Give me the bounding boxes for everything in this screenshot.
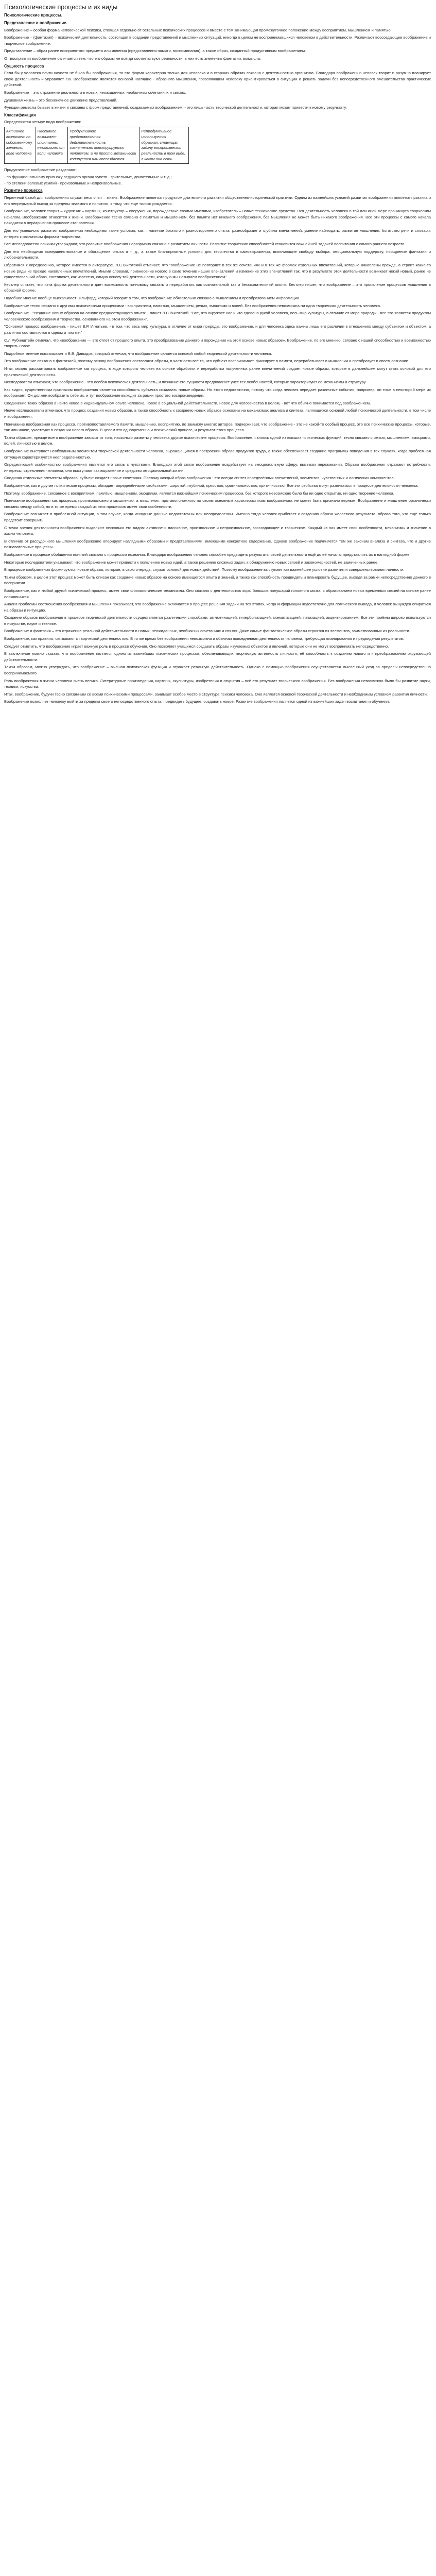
paragraph: Создание образов воображения в процессе творческой деятельности осуществляется различными способами: агглютинацией, гиперболизацией, схематизацией, типизацией, акцентированием. Все эти приёмы широко используются в искусстве, науке и технике. [4,615,431,626]
table-cell-line: человеком, а не просто механически [69,151,136,156]
table-cell-line: воле человека [6,151,32,156]
classification-intro: Определяются четыре вида воображения: [4,120,81,125]
table-cell-line: Репродуктивное [141,128,172,133]
paragraph: Представление – образ ранее воспринятого предмета или явления (представления памяти, воспоминания), а также образ, созданный продуктивным воображением. [4,48,306,54]
late-block [4,262,431,496]
table-cell-line: Пассивное [37,128,57,133]
table-row [5,127,189,163]
paragraph: Подробное мнение высказывает и В.В. Давыдов, который отмечал, что воображение является основой любой творческой деятельности человека. [4,351,272,356]
paragraph: Соединяя отдельные элементы образов, субъект создаёт новые сочетания. Поэтому каждый образ воображения - это всегда синтез определённых впечатлений, элементов, чувственных и логических компонентов. [4,476,395,481]
paragraph: Воображение тесно связано с другими психическими процессами - восприятием, памятью, мышлением, речью, эмоциями и волей. Без воображения невозможна ни одна творческая деятельность человека. [4,303,381,308]
paragraph: Определяющей особенностью воображения является его связь с чувствами. Благодаря этой связи воображение воздействует на эмоциональную сферу, вызывая переживания. Образы воображения отражают потребности, интересы, стремления человека, они выступают как выражение и средство эмоциональной жизни. [4,462,431,473]
table-cell-line: используется [141,134,166,139]
paragraph: Воображение - "создание новых образов на основе предшествующего опыта" - пишет Л.С.Выготский. "Все, что окружает нас и что сделано рукой человека, весь мир культуры, в отличие от мира природы - все это является продуктом человеческого воображения и творчества, основанного на этом воображении". [4,311,431,321]
paragraph: Душевная жизнь – это бесконечное движение представлений. [4,97,118,103]
paragraph: От восприятия воображение отличается тем, что его образы не всегда соответствуют реальности, в них есть элементы фантазии, вымысла. [4,56,261,61]
paragraph: Понимание воображения как процесса, противоположного мышлению, а мышления, противоположного по своим основным характеристикам воображению, не может быть признано верным. Воображение и мышление органически связаны между собой, но в то же время каждый из этих процессов имеет свои особенности. [4,498,431,509]
paragraph: Итак, воображение, будучи тесно связанным со всеми психическими процессами, занимает особое место в структуре психики человека. Оно является основой творческой деятельности и необходимым условием развития личности. [4,691,428,697]
paragraph: Воображение – особая форма человеческой психики, стоящая отдельно от остальных психических процессов и вместе с тем занимающая промежуточное положение между восприятием, мышлением и памятью. [4,27,392,32]
table-cell-line: возникает по [6,134,31,139]
table-cell-line: Активное [6,128,24,133]
paragraph: Все исследователи психики утверждают, что развитие воображения неразрывно связано с развитием личности. Развитие творческих способностей становится важнейшей задачей воспитания с самого раннего возраста. [4,242,406,247]
paragraph: Воображение, как и любой другой психический процесс, имеет свои физиологические механизмы. Оно связано с деятельностью коры больших полушарий головного мозга, с образованием новых временных связей на основе ранее сложившихся. [4,588,431,599]
table-cell-line: собственному [6,140,32,145]
paragraph: Это воображение связано с фантазией, поэтому основу воображения составляют образы, в частности всё то, что субъект воспринимает, фиксирует в памяти, перерабатывает в мышлении и преобразует в своем сознании. [4,359,410,364]
paragraph: Обратимся к определению, которое имеется в литературе. Л.С.Выготский отмечает, что "воображение не повторяет в тех же сочетаниях и в тех же формах отдельных впечатлений, которые накоплены прежде, а строит какие-то новые ряды из прежде накопленных впечатлений. Иными словами, привнесение нового в само течение наших впечатлений и изменение этих впечатлений так, что в результате этой деятельности возникает некий новый, ранее не существовавший образ, составляет, как известно, самую основу той деятельности, которую мы называем воображением". [4,263,431,280]
paragraph: Воображение, как правило, связывают с творческой деятельностью. В то же время без воображения невозможна и обычная повседневная деятельность человека, требующая планирования и предвидения результатов. [4,636,404,641]
table-cell [139,127,189,163]
paragraph: "Основной процесс воображения, - пишет В.Р. Игнатьев, - в том, что весь мир культуры, в отличие от мира природы, это воображение, и для человека здесь важны лишь его различия в отношениях между субъектом и объектом, а различия составляются в одном и том же." [4,324,431,335]
intro-block [4,27,431,62]
table-cell-line: возникает [37,134,57,139]
paragraph: Воображение, как и другие психические процессы, обладает определёнными свойствами: широтой, глубиной, яркостью, оригинальностью, критичностью. Все эти свойства могут развиваться в процессе деятельности человека. [4,483,418,488]
paragraph: Воображение – (фантазия) – психический деятельность, состоящая в создании представлений и мысленных ситуаций, никогда в целом не воспринимавшихся человеком в действительности. Различают воссоздающее воображение и творческое воображение. [4,35,431,46]
paragraph: Таким образом, прежде всего воображение зависит от того, насколько развиты у человека другие психические процессы. Воображение, являясь одной из высших психических функций, тесно связано с речью, мышлением, эмоциями, волей, личностью в целом. [4,435,431,446]
table-cell-line: независимо от [37,145,65,150]
section-heading-development: Развитие процесса [4,188,43,193]
paragraph: Воображение возникает в проблемной ситуации, в том случае, когда исходные данные недостаточны или неопределенны. Именно тогда человек прибегает к созданию образа желаемого результата, образа того, что ещё только предстоит совершить. [4,512,431,522]
paragraph: Функции ремесла бывает в жизни и связаны с форм представлений, создаваемых воображением, - это лишь часть творческой деятельности, которая может привести к новому результату. [4,105,347,110]
paragraph: В заключение можно сказать, что воображение является одним из важнейших психических процессов, обеспечивающих творческую активность личности, её способность к созданию нового и к преобразованию окружающей действительности. [4,651,431,662]
table-cell-line: действительность [69,140,106,145]
development-block [4,195,431,261]
table-cell-line: Продуктивное [69,128,96,133]
paragraph: Таким образом, в целом этот процесс может быть описан как создание новых образов на основе имеющегося опыта и знаний, а также как способность предвидеть и планировать будущее, выходя за рамки непосредственно данного в восприятии. [4,574,431,586]
paragraph: Таким образом, можно утверждать, что воображение – высшая психическая функция и отражает реальную действительность. Однако с помощью воображения осуществляется мысленный уход за пределы непосредственно воспринимаемого. [4,665,431,676]
paragraph: Подобное мнение вообще высказывает Гильфорд, который говорит о том, что воображение обязательно связано с мышлением и преобразованием информации. [4,295,301,300]
paragraph: Как видно, существенным признаком воображения является способность субъекта создавать новые образы. Но этого недостаточно, потому что когда человек передает различные события, например, он тоже в некоторой мере их воображает. Он должен вообразить себе их, и тут воображение выходит за рамки простого воспроизведения. [4,387,431,398]
paragraph: Воображение выступает необходимым элементом творческой деятельности человека, выражающимся в построении образа продуктов труда, а также обеспечивает создание программы поведения в тех случаях, когда проблемная ситуация характеризуется неопределенностью. [4,449,431,460]
section-heading-essence: Сущность процесса [4,63,44,69]
paragraph: Исследователи отмечают, что воображение - это особая психическая деятельность, и познание его сущности предполагает учёт тех особенностей, которые характеризуют её механизмы и структуру. [4,380,367,385]
classification-table [4,127,189,164]
paragraph: Воображение и фантазия – это отражение реальной действительности в новых, неожиданных, необычных сочетаниях и связях. Даже самые фантастические образы строятся из элементов, заимствованных из реальности. [4,629,410,634]
paragraph: Роль воображения в жизни человека очень велика. Литературные произведения, картины, скульптуры, изобретения и открытия – всё это результат творческого воображения. Без воображения невозможно было бы развитие науки, техники, искусства. [4,678,431,689]
table-cell-line: в каком она есть [141,156,172,161]
subtitle: Психологические процессы. [4,13,63,18]
table-cell-line: копируется или воссоздается [69,156,125,161]
essence-block [4,70,431,111]
paragraph: Иначе исследователи отмечают, что процесс создания новых образов, а также способность к созданию новых образов основаны на механизмах анализа и синтеза, являющихся основой любой психической деятельности, в том числе и воображения. [4,408,431,419]
paragraph: В отличие от рассудочного мышления воображение оперирует наглядными образами и представлениями, имеющими конкретное содержание. Однако воображение подчиняется тем же законам анализа и синтеза, что и другие познавательные процессы. [4,538,431,550]
paragraph: Анализ проблемы соотношения воображения и мышления показывает, что воображение включается в процесс решения задачи на тех этапах, когда информации недостаточно для логического вывода, и человек вынужден опираться на образы и интуицию. [4,602,431,613]
section-heading-classification: Классификация [4,112,36,117]
tail-block [4,498,431,663]
section-heading-imagination: Представление и воображение. [4,21,67,25]
types-list [4,174,431,186]
paragraph: Воображение в процессе обобщения понятий связано с процессом познания. Благодаря воображению человек способен предвидеть результаты своей деятельности ещё до её начала, представлять их в наглядной форме. [4,552,411,557]
table-cell-line: желанию, [6,145,24,150]
prod-note: Продуктивное воображение разделяют: [4,167,77,172]
table-cell [5,127,36,163]
paragraph: Воображение, человек творит – художник – картины, конструктор – сооружения, порождаемые своими мыслями, изобретатель – новые технические средства. Вся деятельность человека в той или иной мере проникнута творческим началом. Воображение относится к жизни. Воображение тесно связано с памятью и мышлением, без памяти нет никакого воображения, без мышления не может быть никакого воображения. Все эти процессы с самого начала находятся в неразрывном процессе становления. [4,209,431,226]
paragraph: С точки зрения деятельности воображения выделяют несколько его видов: активное и пассивное, произвольное и непроизвольное, воссоздающее и творческое. Каждый из них имеет свои особенности, механизмы и значение в жизни человека. [4,525,431,536]
table-cell [36,127,68,163]
page-title: Психологические процессы и их виды [4,4,118,11]
paragraph: Соединение таких образов в нечто новое в индивидуальном опыте человека, новое в социальной действительности, новое для человечества в целом, - вот что обычно понимается под воображением. [4,400,371,405]
paragraph: Следует отметить, что воображение играет важную роль в процессе обучения. Оно позволяет учащимся создавать образы изучаемых объектов и явлений, которые они не могут воспринимать непосредственно. [4,643,389,649]
final-block [4,664,431,705]
table-cell-line: сознательно конструируется [69,145,125,150]
paragraph: Некоторые исследователи указывают, что воображение может привести к появлению новых идей, а также решению сложных задач, к обнаружению новых связей и закономерностей, не замеченных ранее. [4,560,379,565]
table-cell [68,127,139,163]
paragraph: Понимание воображения как процесса, противопоставляемого памяти, мышлению, восприятию, по замыслу многих авторов, подчеркивает, что воображение - это не какой-то особый процесс, это все психические процессы, которые, так или иначе, участвуют в создании нового образа. В целом это одновременно и психический процесс, и результат этого процесса. [4,421,431,433]
table-cell-line: спонтанно, [37,140,58,145]
table-cell-line: представляется [69,134,101,139]
table-cell-line: задачу воспроизвести [141,145,182,150]
list-item: - по функциональному признаку ведущего органа чувств - зрительные, двигательные и т. д.; [4,175,172,180]
paragraph: Первичной базой для воображения служит весь опыт – жизнь. Воображение является продуктом длительного развития общественно-исторической практики. Одним из важнейших условий развития воображения является практика и его непрерывный выход за пределы знаемого и понятого, к тому, что еще только рождается. [4,195,431,206]
paragraph: Кестлер считает, что «эта форма деятельности дает возможность по-новому связать и переработать как сознательный так и бессознательный опыт». Кестлер пишет, что воображение – это проявление процессов мышления в образной форме. [4,282,431,293]
paragraph: Воображение – это отражение реальности в новых, неожиданных, необычных сочетаниях и связях. [4,90,186,95]
document-page [0,0,436,705]
paragraph: Итак, можно рассматривать воображение как процесс, в ходе которого человек на основе обработки и переработки полученных ранее впечатлений создает новые образы, которые в дальнейшем могут стать основой для его практической деятельности. [4,366,431,377]
paragraph: В процессе воображения формируются новые образы, которые, в свою очередь, служат основой для новых действий. Поэтому воображение выступает как важнейшее условие развития и совершенствования личности. [4,567,405,572]
table-cell-line: воли человека [37,151,63,156]
paragraph: Для его успешного развития воображения необходимы такие условия, как – наличие богатого и разностороннего опыта, разнообразие и глубина впечатлений, умение наблюдать, развитие мышления, богатство речи и словаря, интерес к различным формам творчества. [4,228,431,239]
paragraph: Если бы у человека почти начисто не было бы воображения, то это форма характерна только для человека и в старших образах связана с деятельностью организма. Благодаря воображению человек творит и разумно планирует свою деятельность и управляет ею. Воображение является основой наглядно - образного мышления, позволяющим человеку ориентироваться в ситуации и решать задачи без непосредственного вмешательства практических действий. [4,71,431,88]
paragraph: Воображение позволяет человеку выйти за пределы своего непосредственного опыта, предвидеть будущее, создавать новое. Развитие воображения является одной из важнейших задач воспитания и обучения. [4,699,390,704]
table-cell-line: реальность в том виде, [141,151,186,156]
paragraph: Для его необходимо совершенствование и обогащение опыта и т. д., а также благоприятные условия для творчества и самовыражения, включающие свободу выбора, эмоциональную поддержку, поощрение фантазии и любознательности. [4,249,431,260]
list-item: - по степени волевых усилий - произвольные и непроизвольные. [4,180,122,185]
paragraph: С.Л.Рубинштейн отмечал, что «воображение — это отлет от прошлого опыта, это преобразование данного и порождение на этой основе новых образов». Воображение, по его мнению, связано с нашей способностью и возможностью творить новое. [4,337,431,349]
table-cell-line: образная, ставящая [141,140,179,145]
paragraph: Поэтому, воображение, связанное с восприятием, памятью, мышлением, эмоциями, является важнейшим психическим процессом, без которого невозможно было бы ни одно открытие, ни одно творение человека. [4,490,394,496]
